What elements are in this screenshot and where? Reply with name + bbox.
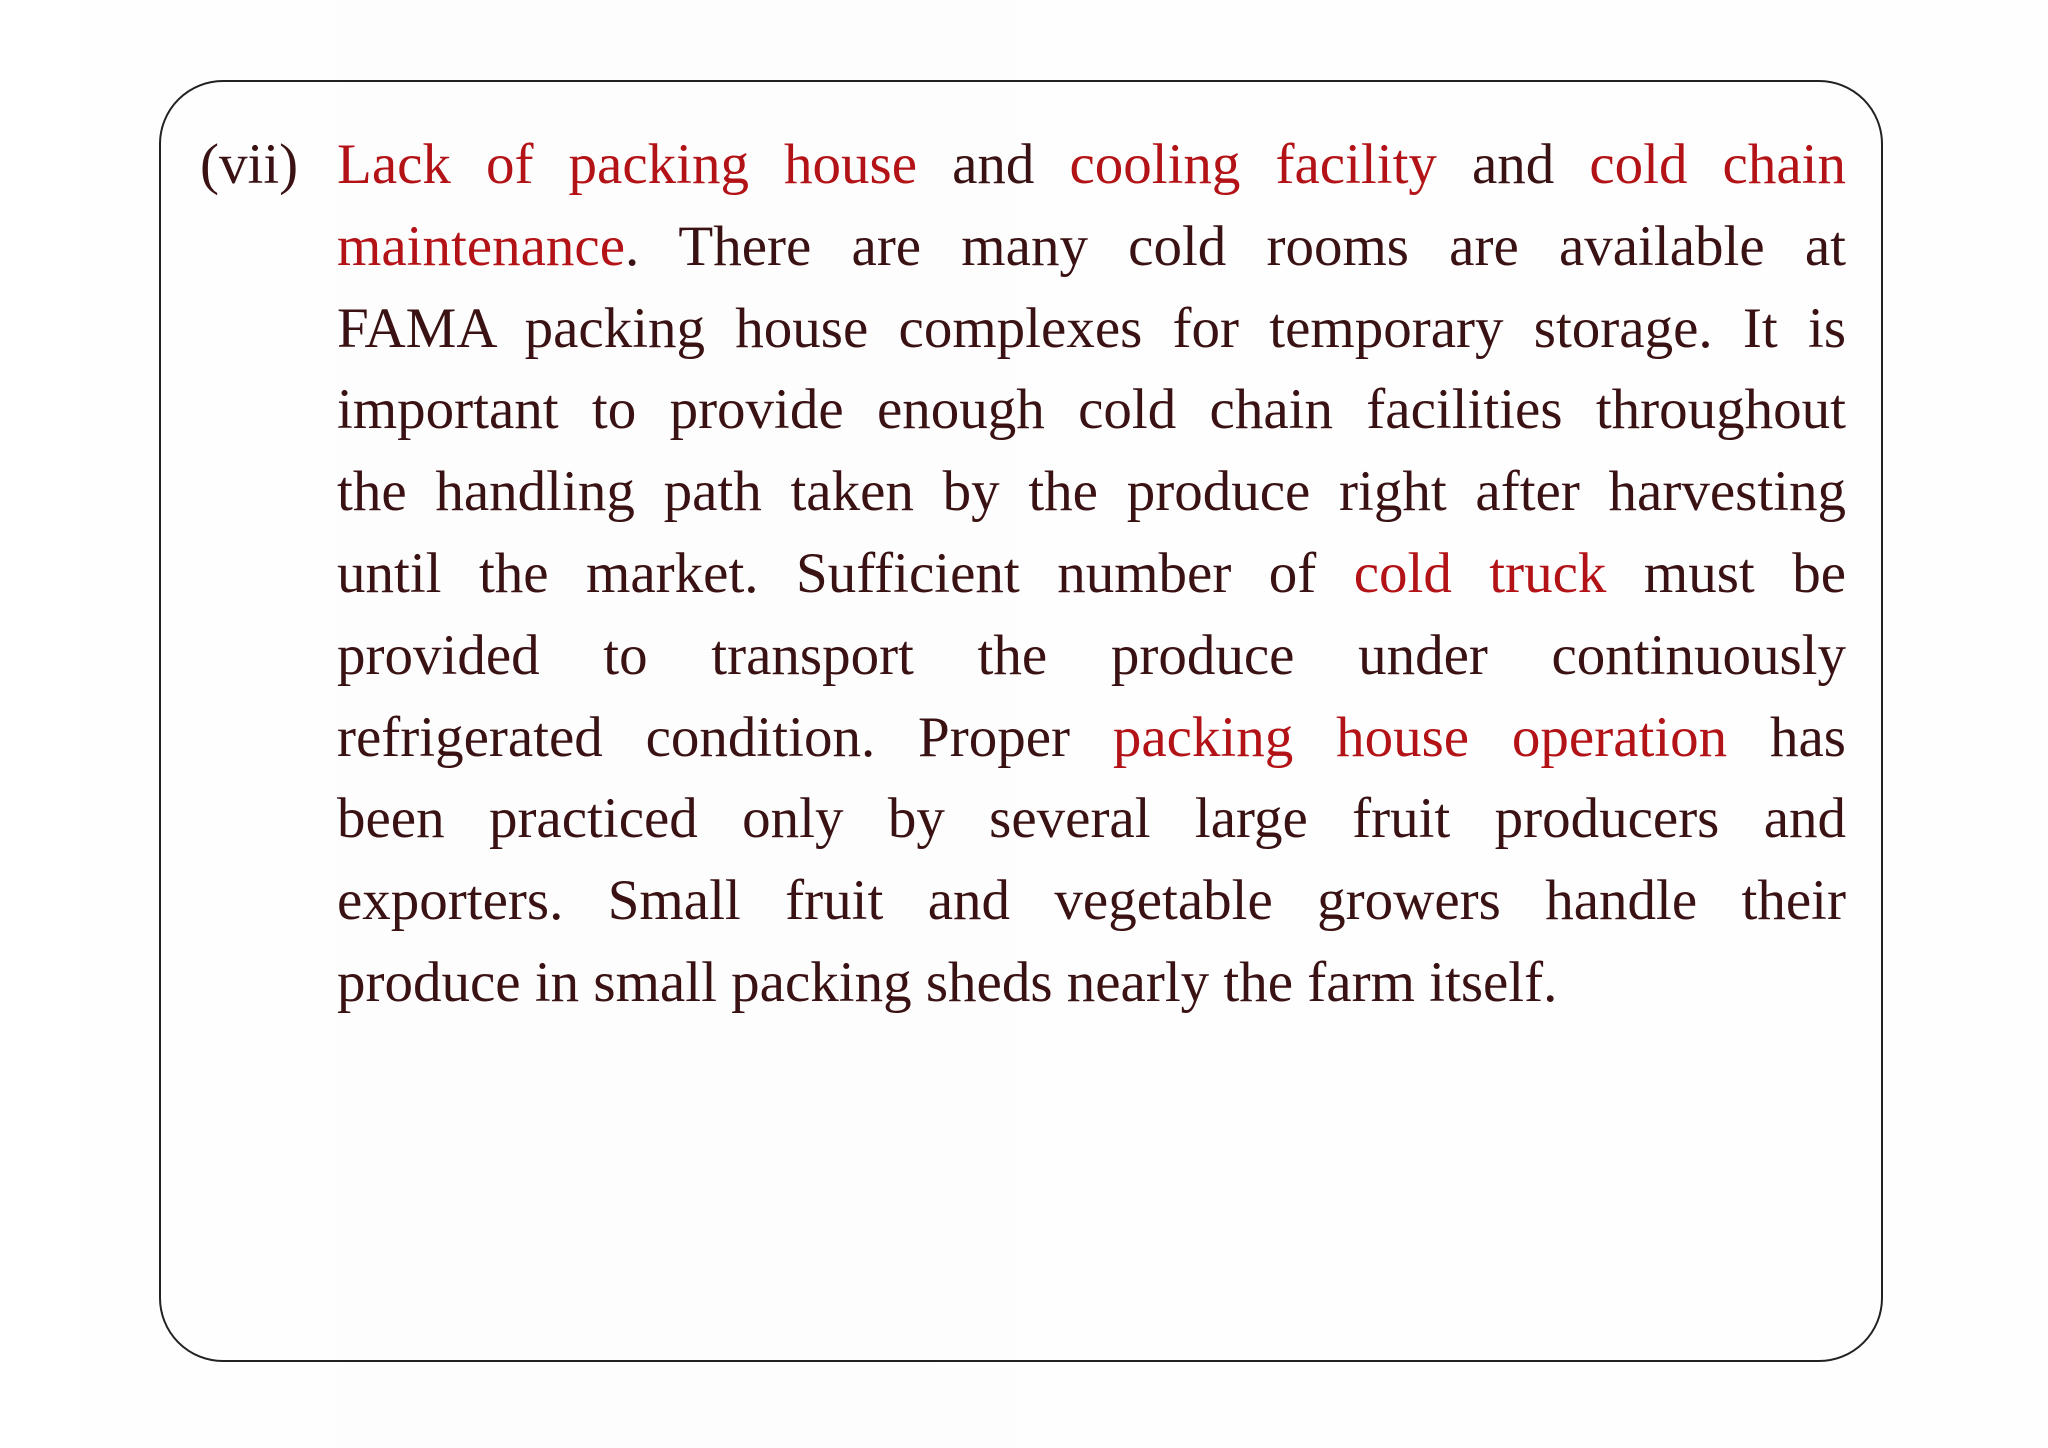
paragraph-line [337,533,1846,615]
text-segment: FAMA packing house complexes for temporary storage. It is [337,296,1846,360]
text-segment: produce in small packing sheds nearly the farm itself. [337,950,1558,1014]
highlighted-term: cold truck [1353,541,1607,605]
paragraph-line [337,124,1846,206]
paragraph-line [337,860,1846,942]
paragraph-line [337,778,1846,860]
paragraph [337,124,1846,1024]
text-segment: the handling path taken by the produce right after harvesting [337,460,1846,524]
text-segment: until the market. Sufficient number of [337,541,1354,605]
highlighted-term: cold chain [1589,133,1846,196]
text-segment: been practiced only by several large fruit producers and [337,787,1846,851]
text-segment: provided to transport the produce under continuously [337,623,1846,687]
text-segment: and [917,133,1070,196]
text-segment: refrigerated condition. Proper [337,705,1113,769]
paragraph-line [337,451,1846,533]
highlighted-term: Lack of packing house [337,133,918,196]
highlighted-term: packing house operation [1112,705,1728,769]
text-segment: exporters. Small fruit and vegetable growers handle their [337,869,1846,933]
text-segment: has [1727,705,1846,769]
paragraph-line [337,615,1846,697]
paragraph-line [337,369,1846,451]
highlighted-term: cooling facility [1069,133,1437,196]
list-marker: (vii) [200,133,299,196]
paragraph-line [337,942,1846,1024]
text-segment: and [1436,133,1590,196]
text-segment: . There are many cold rooms are available at [625,214,1846,278]
paragraph-line [337,206,1846,288]
paragraph-line [337,288,1846,370]
highlighted-term: maintenance [337,214,626,278]
paragraph-line [337,697,1846,779]
list-item-vii [200,124,1846,1024]
text-segment: important to provide enough cold chain facilities throughout [337,378,1846,442]
text-segment: must be [1606,541,1846,605]
